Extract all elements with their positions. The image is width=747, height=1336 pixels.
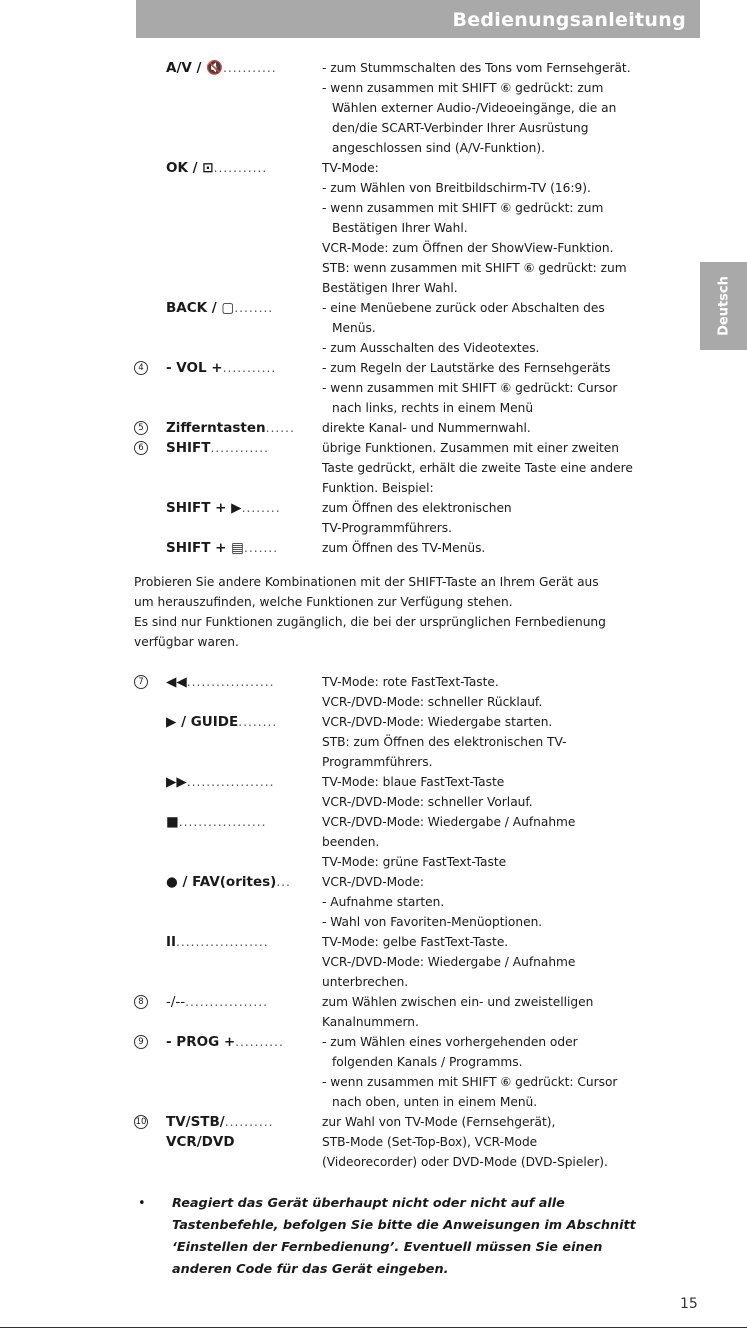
- entry-number: [132, 1112, 166, 1172]
- entry-number: [132, 932, 166, 992]
- entry-number: [132, 672, 166, 712]
- page-title: Bedienungsanleitung: [452, 9, 686, 31]
- button-description: [322, 812, 692, 872]
- button-entry: [132, 358, 692, 418]
- note-line: Tastenbefehle, befolgen Sie bitte die Anweisungen im Abschnitt: [172, 1218, 636, 1233]
- button-description: [322, 672, 692, 712]
- description-line: Funktion. Beispiel:: [322, 481, 434, 495]
- button-description: [322, 298, 692, 358]
- button-key-label: OK / ⊡: [166, 160, 214, 176]
- button-entry: [132, 298, 692, 358]
- description-line: VCR-/DVD-Mode: schneller Vorlauf.: [322, 795, 533, 809]
- entry-number: [132, 872, 166, 932]
- button-key: [166, 538, 322, 558]
- button-key: [166, 498, 322, 538]
- leader-dots: ..........: [235, 1035, 284, 1049]
- button-entry: [132, 992, 692, 1032]
- description-line: - wenn zusammen mit SHIFT ⑥ gedrückt: zum: [322, 201, 604, 215]
- button-description: [322, 932, 692, 992]
- button-entry: [132, 812, 692, 872]
- leader-dots: ........: [234, 301, 274, 315]
- description-line: direkte Kanal- und Nummernwahl.: [322, 421, 531, 435]
- leader-dots: ...........: [213, 161, 268, 175]
- description-line: TV-Mode: gelbe FastText-Taste.: [322, 935, 509, 949]
- description-line: VCR-/DVD-Mode: Wiedergabe / Aufnahme: [322, 815, 576, 829]
- button-key-label: ■: [166, 814, 179, 830]
- description-line: STB-Mode (Set-Top-Box), VCR-Mode: [322, 1135, 538, 1149]
- description-line: VCR-/DVD-Mode: Wiedergabe / Aufnahme: [322, 955, 576, 969]
- entry-number-circle: 7: [134, 675, 148, 689]
- button-description: [322, 58, 692, 158]
- button-key: [166, 812, 322, 872]
- description-line: VCR-/DVD-Mode: Wiedergabe starten.: [322, 715, 553, 729]
- button-key-label: SHIFT + ▶: [166, 500, 242, 516]
- description-line: zum Öffnen des elektronischen: [322, 501, 512, 515]
- button-entry: [132, 418, 692, 438]
- leader-dots: ..................: [186, 775, 275, 789]
- entry-number: [132, 58, 166, 158]
- leader-dots: ...........: [222, 361, 277, 375]
- spacer: [132, 652, 692, 672]
- entry-number-circle: 8: [134, 995, 148, 1009]
- entry-number: [132, 418, 166, 438]
- note-box: [132, 1193, 692, 1281]
- entry-number: [132, 772, 166, 812]
- description-line: VCR-/DVD-Mode: schneller Rücklauf.: [322, 695, 543, 709]
- button-key-label: Zifferntasten: [166, 420, 266, 436]
- entry-number-circle: 4: [134, 361, 148, 375]
- button-list-bottom: [132, 672, 692, 1172]
- description-line: STB: zum Öffnen des elektronischen TV-: [322, 735, 567, 749]
- note-line: Reagiert das Gerät überhaupt nicht oder nicht auf alle: [172, 1196, 565, 1211]
- button-key-label: TV/STB/: [166, 1114, 225, 1130]
- button-description: [322, 872, 692, 932]
- entry-number-circle: 9: [134, 1035, 148, 1049]
- description-line: Wählen externer Audio-/Videoeingänge, die an: [332, 101, 617, 115]
- button-entry: [132, 672, 692, 712]
- note-line: anderen Code für das Gerät eingeben.: [172, 1262, 449, 1277]
- hint-line: verfügbar waren.: [134, 635, 239, 649]
- button-entry: [132, 1112, 692, 1172]
- note-line: ‘Einstellen der Fernbedienung’. Eventuell müssen Sie einen: [172, 1240, 603, 1255]
- description-line: - zum Wählen von Breitbildschirm-TV (16:9).: [322, 181, 591, 195]
- button-key-label: SHIFT + ▤: [166, 540, 244, 556]
- button-key-label: - PROG +: [166, 1034, 236, 1050]
- button-description: [322, 538, 692, 558]
- button-key: [166, 438, 322, 498]
- description-line: - Wahl von Favoriten-Menüoptionen.: [322, 915, 543, 929]
- description-line: - Aufnahme starten.: [322, 895, 445, 909]
- description-line: angeschlossen sind (A/V-Funktion).: [332, 141, 545, 155]
- button-entry: [132, 438, 692, 498]
- description-line: TV-Mode: grüne FastText-Taste: [322, 855, 507, 869]
- leader-dots: ............: [210, 441, 269, 455]
- leader-dots: ........: [238, 715, 278, 729]
- description-line: Taste gedrückt, erhält die zweite Taste eine andere: [322, 461, 633, 475]
- description-line: nach oben, unten in einem Menü.: [332, 1095, 538, 1109]
- description-line: TV-Mode: blaue FastText-Taste: [322, 775, 505, 789]
- description-line: Bestätigen Ihrer Wahl.: [332, 221, 468, 235]
- description-line: Programmführers.: [322, 755, 433, 769]
- description-line: - wenn zusammen mit SHIFT ⑥ gedrückt: zum: [322, 81, 604, 95]
- button-key-label: ▶▶: [166, 774, 187, 790]
- button-description: [322, 992, 692, 1032]
- leader-dots: .......: [243, 541, 279, 555]
- description-line: folgenden Kanals / Programms.: [332, 1055, 523, 1069]
- description-line: Bestätigen Ihrer Wahl.: [322, 281, 458, 295]
- button-key-label: ● / FAV(orites): [166, 874, 277, 890]
- page-number: 15: [680, 1296, 698, 1312]
- button-key-label: II: [166, 934, 177, 950]
- button-key-label: A/V / 🔇: [166, 60, 223, 76]
- description-line: TV-Programmführers.: [322, 521, 452, 535]
- description-line: STB: wenn zusammen mit SHIFT ⑥ gedrückt: zum: [322, 261, 627, 275]
- button-key: [166, 672, 322, 712]
- entry-number: [132, 438, 166, 498]
- entry-number: [132, 298, 166, 358]
- button-entry: [132, 872, 692, 932]
- hint-paragraph: [134, 572, 694, 652]
- description-line: - wenn zusammen mit SHIFT ⑥ gedrückt: Cursor: [322, 1075, 618, 1089]
- description-line: Kanalnummern.: [322, 1015, 419, 1029]
- hint-line: Probieren Sie andere Kombinationen mit der SHIFT-Taste an Ihrem Gerät aus: [134, 575, 599, 589]
- button-description: [322, 1112, 692, 1172]
- button-key: [166, 298, 322, 358]
- button-key: [166, 932, 322, 992]
- header-bar: [136, 0, 700, 38]
- entry-number-circle: 5: [134, 421, 148, 435]
- button-entry: [132, 158, 692, 298]
- description-line: - eine Menüebene zurück oder Abschalten des: [322, 301, 605, 315]
- button-entry: [132, 1032, 692, 1112]
- description-line: den/die SCART-Verbinder Ihrer Ausrüstung: [332, 121, 589, 135]
- button-key: [166, 358, 322, 418]
- entry-number-circle: 10: [135, 1117, 147, 1127]
- leader-dots: ..........: [224, 1115, 274, 1129]
- entry-number: [132, 712, 166, 772]
- hint-line: Es sind nur Funktionen zugänglich, die bei der ursprünglichen Fernbedienung: [134, 615, 606, 629]
- entry-number: [132, 1032, 166, 1112]
- note-bullet: •: [138, 1196, 146, 1211]
- button-key: [166, 58, 322, 158]
- button-key-label: ◀◀: [166, 674, 187, 690]
- description-line: TV-Mode: rote FastText-Taste.: [322, 675, 499, 689]
- button-key: [166, 872, 322, 932]
- button-entry: [132, 712, 692, 772]
- button-description: [322, 418, 692, 438]
- leader-dots: ...........: [222, 61, 277, 75]
- leader-dots: ........: [241, 501, 281, 515]
- description-line: - zum Ausschalten des Videotextes.: [322, 341, 540, 355]
- bottom-rule: [0, 1327, 747, 1328]
- description-line: VCR-Mode: zum Öffnen der ShowView-Funktion.: [322, 241, 614, 255]
- description-line: zum Öffnen des TV-Menüs.: [322, 541, 486, 555]
- button-description: [322, 498, 692, 538]
- description-line: VCR-/DVD-Mode:: [322, 875, 424, 889]
- button-key-label: BACK / ▢: [166, 300, 235, 316]
- language-tab: [700, 262, 747, 350]
- button-list-top: [132, 58, 692, 558]
- button-description: [322, 1032, 692, 1112]
- button-entry: [132, 772, 692, 812]
- entry-number: [132, 992, 166, 1032]
- description-line: - wenn zusammen mit SHIFT ⑥ gedrückt: Cursor: [322, 381, 618, 395]
- button-key: [166, 772, 322, 812]
- description-line: TV-Mode:: [322, 161, 379, 175]
- button-key: [166, 992, 322, 1032]
- button-description: [322, 358, 692, 418]
- description-line: zur Wahl von TV-Mode (Fernsehgerät),: [322, 1115, 556, 1129]
- button-entry: [132, 498, 692, 538]
- language-tab-label: Deutsch: [716, 276, 731, 336]
- hint-line: um herauszufinden, welche Funktionen zur Verfügung stehen.: [134, 595, 513, 609]
- button-entry: [132, 538, 692, 558]
- leader-dots: .................: [185, 995, 269, 1009]
- button-key: [166, 158, 322, 298]
- button-entry: [132, 58, 692, 158]
- description-line: übrige Funktionen. Zusammen mit einer zweiten: [322, 441, 620, 455]
- description-line: Menüs.: [332, 321, 376, 335]
- entry-number: [132, 538, 166, 558]
- description-line: zum Wählen zwischen ein- und zweistelligen: [322, 995, 594, 1009]
- button-key-label-2: VCR/DVD: [166, 1134, 235, 1150]
- description-line: beenden.: [322, 835, 380, 849]
- main-content: [132, 58, 692, 1172]
- description-line: - zum Regeln der Lautstärke des Fernsehgeräts: [322, 361, 611, 375]
- leader-dots: ......: [265, 421, 295, 435]
- button-key-label: SHIFT: [166, 440, 211, 456]
- entry-number: [132, 498, 166, 538]
- button-key-label: - VOL +: [166, 360, 223, 376]
- button-key: [166, 418, 322, 438]
- leader-dots: ...................: [176, 935, 269, 949]
- description-line: (Videorecorder) oder DVD-Mode (DVD-Spieler).: [322, 1155, 608, 1169]
- description-line: nach links, rechts in einem Menü: [332, 401, 534, 415]
- note-text: [172, 1193, 692, 1281]
- button-description: [322, 712, 692, 772]
- button-key-label: -/--: [166, 994, 186, 1010]
- description-line: - zum Wählen eines vorhergehenden oder: [322, 1035, 578, 1049]
- button-description: [322, 158, 692, 298]
- leader-dots: ..................: [178, 815, 267, 829]
- button-entry: [132, 932, 692, 992]
- description-line: - zum Stummschalten des Tons vom Fernsehgerät.: [322, 61, 631, 75]
- entry-number-circle: 6: [134, 441, 148, 455]
- button-key: [166, 1112, 322, 1172]
- button-key: [166, 1032, 322, 1112]
- button-description: [322, 438, 692, 498]
- button-key: [166, 712, 322, 772]
- entry-number: [132, 358, 166, 418]
- button-key-label: ▶ / GUIDE: [166, 714, 239, 730]
- leader-dots: ..................: [186, 675, 275, 689]
- leader-dots: ...: [276, 875, 291, 889]
- entry-number: [132, 158, 166, 298]
- button-description: [322, 772, 692, 812]
- entry-number: [132, 812, 166, 872]
- description-line: unterbrechen.: [322, 975, 409, 989]
